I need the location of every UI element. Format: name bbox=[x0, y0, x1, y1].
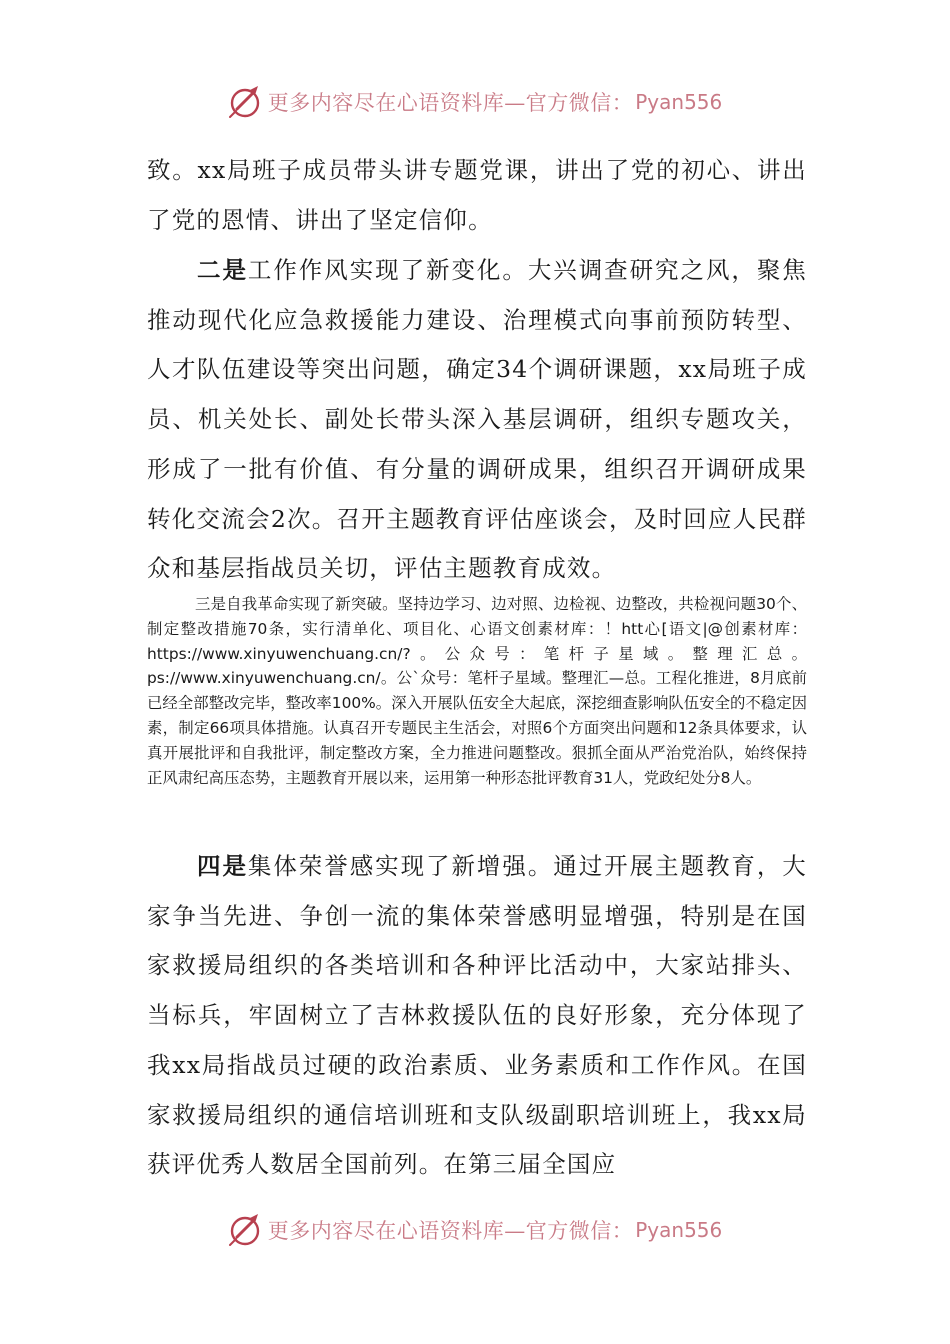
footer-banner bbox=[0, 1208, 950, 1252]
banner-text: 更多内容尽在心语资料库—官方微信： bbox=[267, 1219, 634, 1243]
paragraph-3 bbox=[147, 592, 807, 790]
paragraph-4-lead: 四是 bbox=[197, 852, 248, 880]
paragraph-4 bbox=[147, 842, 807, 1190]
paragraph-2 bbox=[147, 246, 807, 594]
pen-logo-icon bbox=[228, 1212, 264, 1248]
paragraph-1-text: 致。xx局班子成员带头讲专题党课，讲出了党的初心、讲出了党的恩情、讲出了坚定信仰。 bbox=[147, 156, 807, 234]
header-banner bbox=[0, 80, 950, 124]
banner-text: 更多内容尽在心语资料库—官方微信： bbox=[267, 91, 634, 115]
banner-wechat-id: Pyan556 bbox=[635, 1218, 723, 1242]
paragraph-3-text: 三是自我革命实现了新突破。坚持边学习、边对照、边检视、边整改，共检视问题30个、制定整改措施70条，实行清单化、项目化、心语文创素材库：！htt心[语文|@创素材库：https://www.xinyuwenchuang.cn/?。公众号：笔杆子星域。整理汇总。ps://www.xinyuwenchuang.cn/。公`众号：笔杆子星域。整理汇—总。工程化推进，8月底前已经全部整改完毕，整改率100%。深入开展队伍安全大起底，深挖细查影响队伍安全的不稳定因素，制定66项具体措施。认真召开专题民主生活会，对照6个方面突出问题和12条具体要求，认真开展批评和自我批评，制定整改方案，全力推进问题整改。狠抓全面从严治党治队，始终保持正风肃纪高压态势，主题教育开展以来，运用第一种形态批评教育31人，党政纪处分8人。 bbox=[147, 595, 807, 787]
pen-logo-icon bbox=[228, 84, 264, 120]
banner-wechat-id: Pyan556 bbox=[635, 90, 723, 114]
paragraph-1 bbox=[147, 146, 807, 245]
paragraph-2-lead: 二是 bbox=[197, 256, 248, 284]
paragraph-2-text: 工作作风实现了新变化。大兴调查研究之风，聚焦推动现代化应急救援能力建设、治理模式向事前预防转型、人才队伍建设等突出问题，确定34个调研课题，xx局班子成员、机关处长、副处长带头深入基层调研，组织专题攻关，形成了一批有价值、有分量的调研成果，组织召开调研成果转化交流会2次。召开主题教育评估座谈会，及时回应人民群众和基层指战员关切，评估主题教育成效。 bbox=[147, 256, 807, 583]
paragraph-4-text: 集体荣誉感实现了新增强。通过开展主题教育，大家争当先进、争创一流的集体荣誉感明显增强，特别是在国家救援局组织的各类培训和各种评比活动中，大家站排头、当标兵，牢固树立了吉林救援队伍的良好形象，充分体现了我xx局指战员过硬的政治素质、业务素质和工作作风。在国家救援局组织的通信培训班和支队级副职培训班上，我xx局获评优秀人数居全国前列。在第三届全国应 bbox=[147, 852, 807, 1179]
